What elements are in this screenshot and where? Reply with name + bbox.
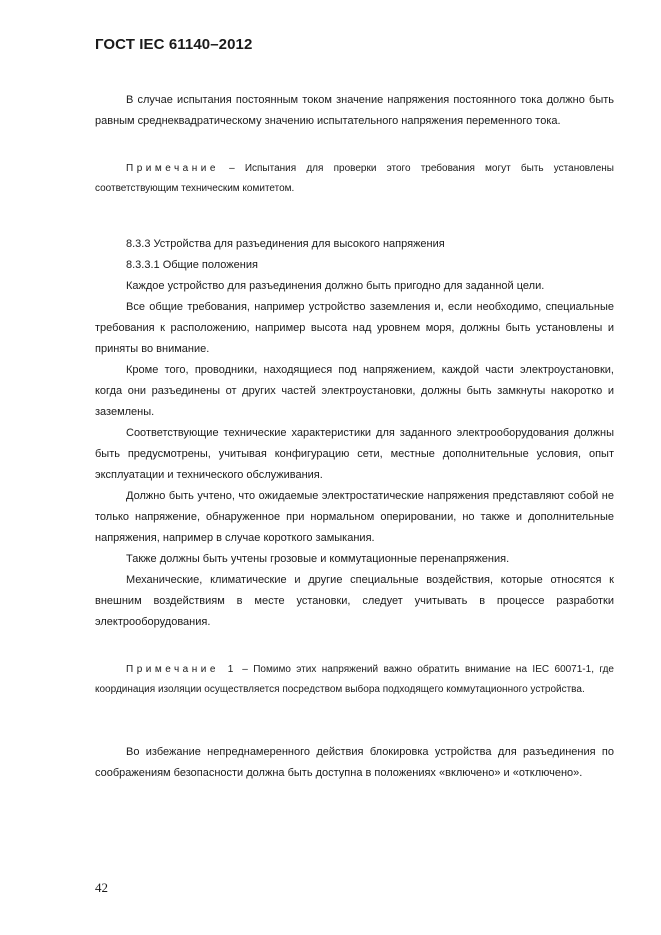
paragraph-characteristics: Соответствующие технические характеристики для заданного электрооборудования должны быть предусмотрены, учитывая конфигурацию сети, местные дополнительные условия, опыт эксплуатации и технического обслуживания. (95, 427, 614, 481)
paragraph-dc-test: В случае испытания постоянным током значение напряжения постоянного тока должно быть равным среднеквадратическому значению испытательного напряжения переменного тока. (95, 94, 614, 127)
section-heading-8-3-3: 8.3.3 Устройства для разъединения для высокого напряжения (126, 238, 445, 250)
page-number: 42 (95, 880, 108, 895)
paragraph-external-influences: Механические, климатические и другие специальные воздействия, которые относятся к внешним воздействиям в месте установки, следует учитывать в процессе разработки электрооборудования. (95, 574, 614, 628)
paragraph-overvoltage: Также должны быть учтены грозовые и коммутационные перенапряжения. (126, 553, 510, 565)
paragraph-general-requirements: Все общие требования, например устройство заземления и, если необходимо, специальные требования к расположению, например высота над уровнем моря, должны быть установлены и приняты во внимание. (95, 301, 614, 355)
document-body (95, 90, 614, 784)
document-header: ГОСТ IEC 61140–2012 (95, 36, 253, 53)
note-1 (95, 159, 614, 199)
note-text: – Испытания для проверки этого требования могут быть установлены соответствующим техническим комитетом. (95, 163, 614, 194)
spacer (95, 633, 614, 660)
section-heading-8-3-3-1: 8.3.3.1 Общие положения (126, 259, 258, 271)
note-label: Примечание 1 (126, 664, 237, 675)
note-text: – Помимо этих напряжений важно обратить внимание на IEC 60071-1, где координация изоляции осуществляется посредством выбора подходящего коммутационного устройства. (95, 664, 614, 695)
paragraph-conductors: Кроме того, проводники, находящиеся под напряжением, каждой части электроустановки, когда они разъединены от других частей электроустановки, должны быть замкнуты накоротко и заземлены. (95, 364, 614, 418)
spacer (95, 132, 614, 159)
paragraph-each-device: Каждое устройство для разъединения должно быть пригодно для заданной цели. (126, 280, 545, 292)
spacer (95, 700, 614, 742)
paragraph-electrostatic: Должно быть учтено, что ожидаемые электростатические напряжения представляют собой не только напряжение, обнаруженное при нормальном оперировании, но также и дополнительные напряжения, например в случае короткого замыкания. (95, 490, 614, 544)
note-2 (95, 660, 614, 700)
paragraph-interlock: Во избежание непреднамеренного действия блокировка устройства для разъединения по соображениям безопасности должна быть доступна в положениях «включено» и «отключено». (95, 746, 614, 779)
note-label: Примечание (126, 163, 219, 174)
spacer (95, 199, 614, 234)
